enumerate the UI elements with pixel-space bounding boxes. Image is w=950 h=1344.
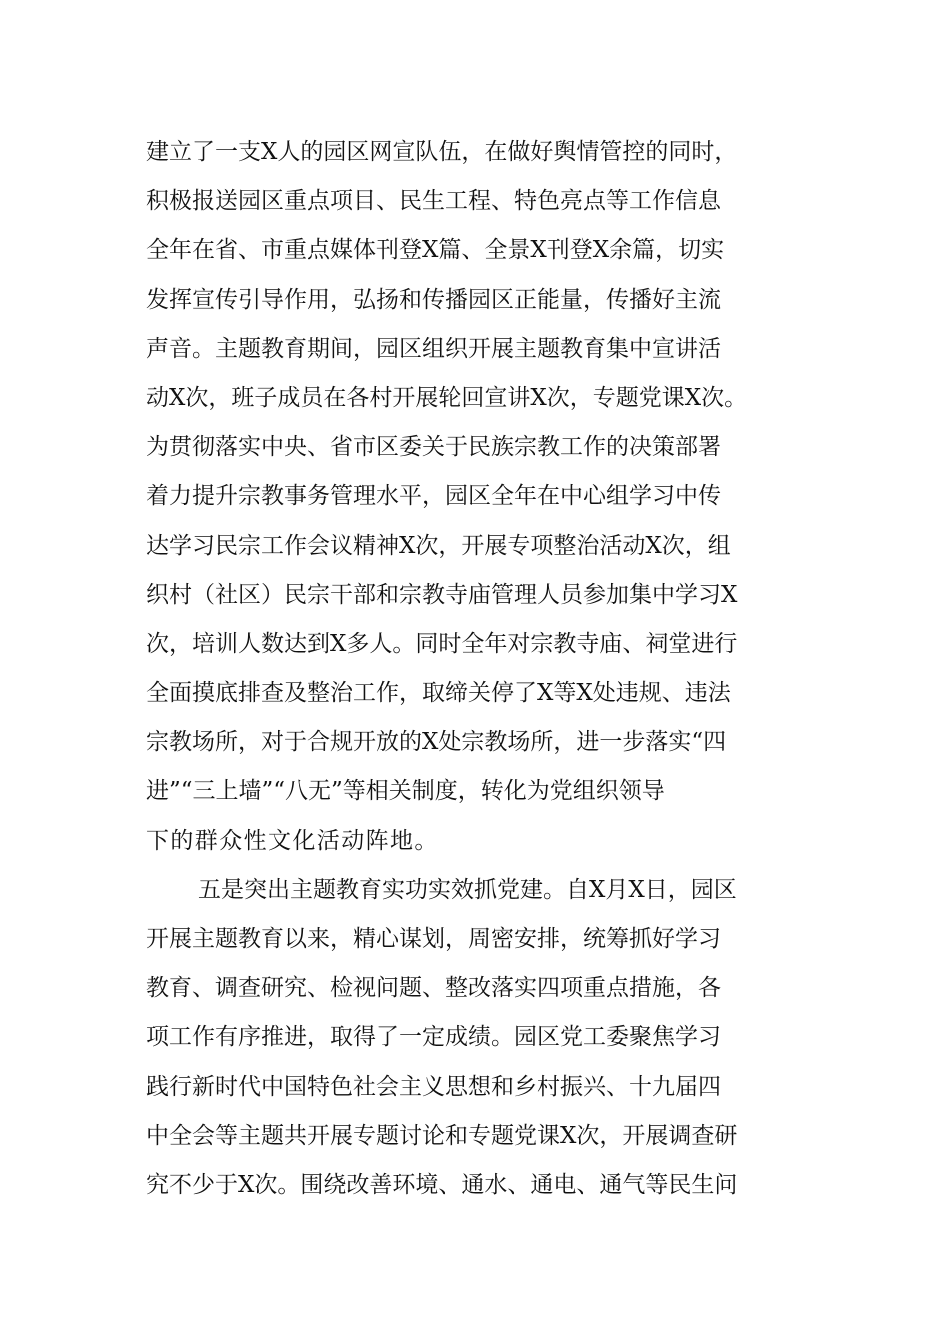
text-line: 下的群众性文化活动阵地。 [146,827,439,854]
text-line: 为贯彻落实中央、省市区委关于民族宗教工作的决策部署 [146,434,721,461]
text-line: 教育、调查研究、检视问题、整改落实四项重点措施，各 [146,975,721,1002]
text-line: 宗教场所，对于合规开放的X处宗教场所，进一步落实“四 [146,729,727,756]
text-line: 着力提升宗教事务管理水平，园区全年在中心组学习中传 [146,483,721,510]
text-line: 项工作有序推进，取得了一定成绩。园区党工委聚焦学习 [146,1024,721,1051]
text-line: 次，培训人数达到X多人。同时全年对宗教寺庙、祠堂进行 [146,630,738,657]
text-line: 织村（社区）民宗干部和宗教寺庙管理人员参加集中学习X [146,581,738,608]
text-line: 建立了一支X人的园区网宣队伍，在做好舆情管控的同时， [146,139,738,165]
text-line: 究不少于X次。围绕改善环境、通水、通电、通气等民生问 [146,1171,738,1198]
text-line: 践行新时代中国特色社会主义思想和乡村振兴、十九届四 [146,1073,721,1100]
text-line: 开展主题教育以来，精心谋划，周密安排，统筹抓好学习 [146,926,721,952]
text-line: 达学习民宗工作会议精神X次，开展专项整治活动X次，组 [146,532,731,559]
text-line: 发挥宣传引导作用，弘扬和传播园区正能量，传播好主流 [146,286,721,313]
text-line: 动X次，班子成员在各村开展轮回宣讲X次，专题党课X次。 [146,384,748,411]
text-line: 五是突出主题教育实功实效抓党建。自X月X日，园区 [198,876,737,903]
body-text [146,128,846,1210]
text-line: 全年在省、市重点媒体刊登X篇、全景X刊登X余篇，切实 [146,237,725,264]
text-line: 全面摸底排查及整治工作，取缔关停了X等X处违规、违法 [146,680,731,707]
text-line: 中全会等主题共开展专题讨论和专题党课X次，开展调查研 [146,1122,738,1149]
text-line: 积极报送园区重点项目、民生工程、特色亮点等工作信息 [146,188,721,215]
text-line: 进”“三上墙”“八无”等相关制度，转化为党组织领导 [146,778,665,805]
text-line: 声音。主题教育期间，园区组织开展主题教育集中宣讲活 [146,335,721,362]
